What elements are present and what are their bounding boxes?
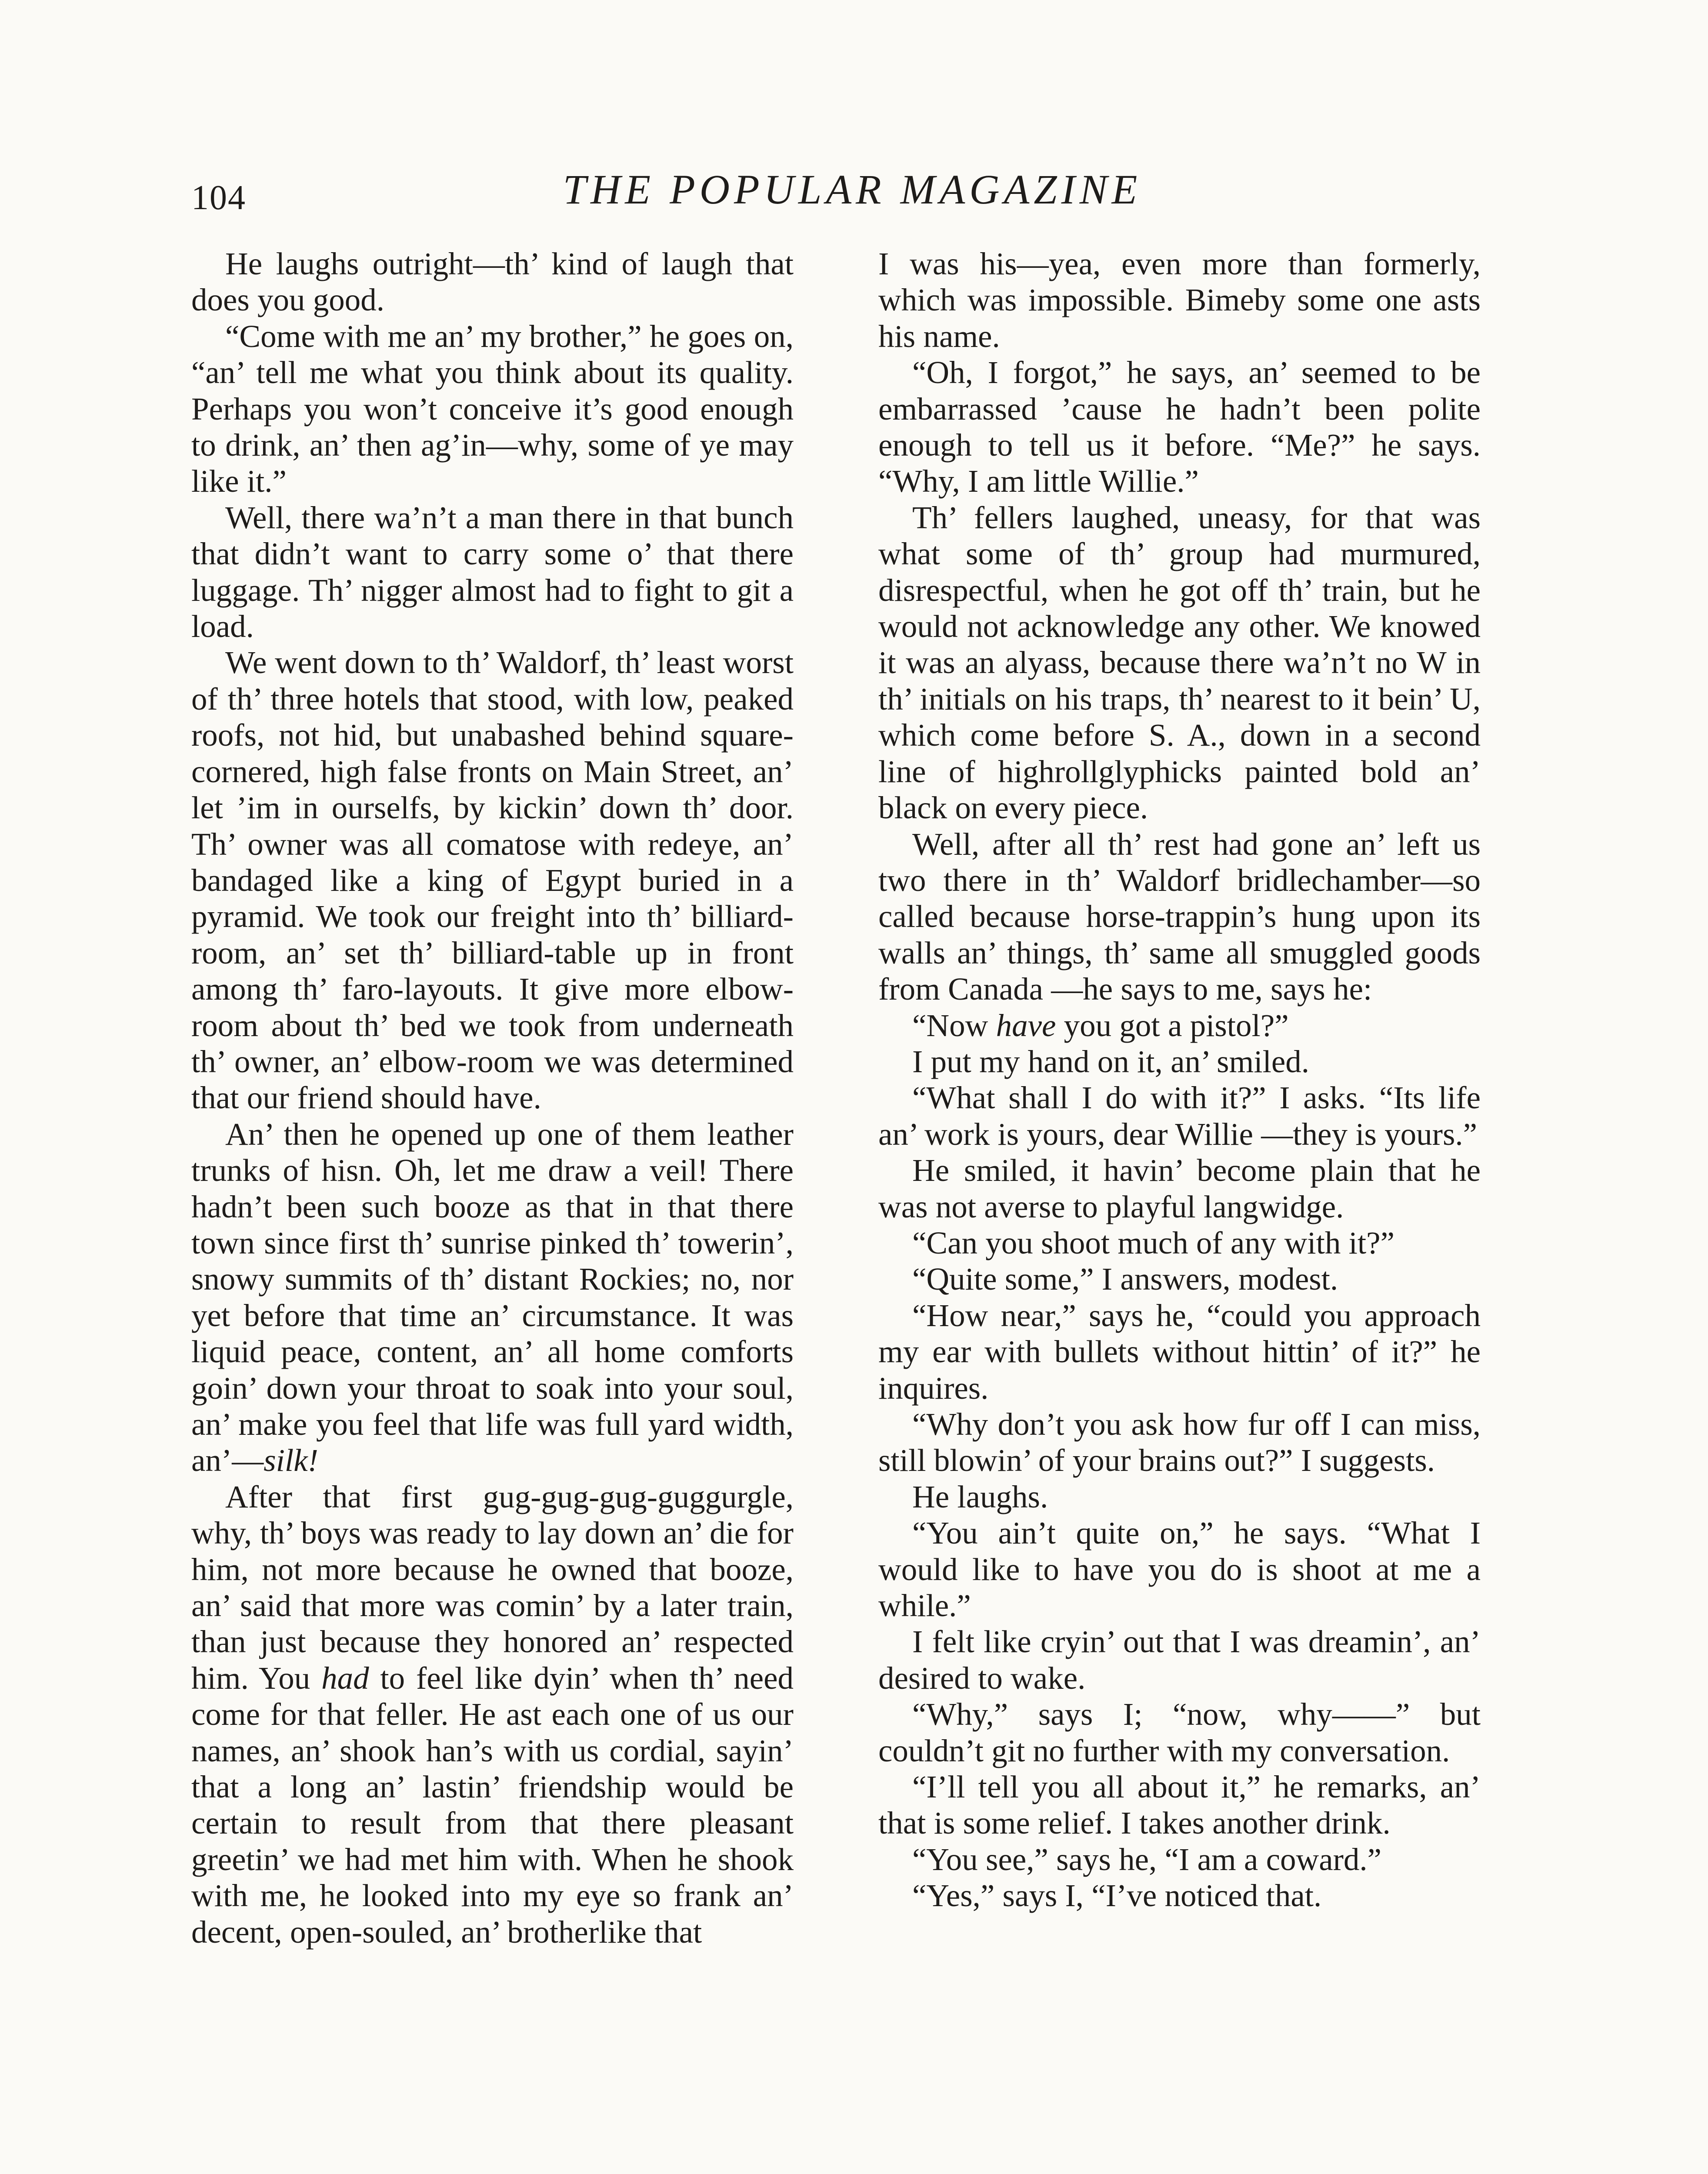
paragraph — [191, 318, 794, 500]
italic-text-run: had — [321, 1660, 369, 1696]
paragraph — [878, 246, 1481, 354]
text-run: “Yes,” says I, “I’ve noticed that. — [912, 1878, 1322, 1914]
paragraph — [878, 1044, 1481, 1080]
paragraph — [878, 1877, 1481, 1914]
page-number: 104 — [191, 179, 246, 217]
left-text-column — [191, 246, 794, 1950]
paragraph — [878, 1261, 1481, 1297]
italic-text-run: have — [996, 1007, 1056, 1043]
paragraph — [191, 1116, 794, 1479]
paragraph — [878, 1406, 1481, 1479]
text-run: “Come with me an’ my brother,” he goes on, “an’ tell me what you think about its quality. Perhaps you won’t conceive it’s good enough to drink, an’ then ag’in—why, some of ye may like it.” — [191, 318, 794, 499]
paragraph — [191, 644, 794, 1116]
text-run: After that first gug-gug-gug-guggurgle, why, th’ boys was ready to lay down an’ die for him, not more because he owned that booze, an’ said that more was comin’ by a later train, than just because they honored an’ respected him. You — [191, 1479, 794, 1696]
paragraph — [878, 826, 1481, 1007]
text-run: “Oh, I forgot,” he says, an’ seemed to be embarrassed ’cause he hadn’t been polite enough to tell us it before. “Me?” he says. “Why, I am little Willie.” — [878, 355, 1481, 499]
italic-text-run: silk! — [264, 1443, 318, 1478]
text-run: “I’ll tell you all about it,” he remarks, an’ that is some relief. I takes another drink. — [878, 1769, 1481, 1841]
paragraph — [878, 1007, 1481, 1044]
text-run: “Can you shoot much of any with it?” — [912, 1225, 1394, 1260]
text-run: “Why don’t you ask how fur off I can miss, still blowin’ of your brains out?” I suggests. — [878, 1407, 1481, 1478]
text-run: He smiled, it havin’ become plain that he was not averse to playful langwidge. — [878, 1153, 1481, 1224]
paragraph — [191, 500, 794, 645]
text-run: He laughs. — [912, 1479, 1048, 1514]
text-run: “Now — [912, 1007, 996, 1043]
paragraph — [878, 1152, 1481, 1225]
paragraph — [878, 1479, 1481, 1515]
paragraph — [878, 1841, 1481, 1877]
paragraph — [878, 1769, 1481, 1841]
text-run: “You ain’t quite on,” he says. “What I would like to have you do is shoot at me a while.” — [878, 1515, 1481, 1624]
text-run: “How near,” says he, “could you approach my ear with bullets without hittin’ of it?” he inquires. — [878, 1297, 1481, 1406]
paragraph — [878, 1080, 1481, 1152]
text-run: We went down to th’ Waldorf, th’ least worst of th’ three hotels that stood, with low, peaked roofs, not hid, but unabashed behind square-cornered, high false fronts on Main Street, an’ let ’im in ourselfs, by kickin’ down th’ door. Th’ owner was all comatose with redeye, an’ bandaged like a king of Egypt buried in a pyramid. We took our freight into th’ billiard-room, an’ set th’ billiard-table up in front among th’ faro-layouts. It give more elbowroom about th’ bed we took from underneath th’ owner, an’ elbow-room we was determined that our friend should have. — [191, 645, 794, 1116]
paragraph — [878, 1696, 1481, 1769]
text-run: you got a pistol?” — [1056, 1007, 1289, 1043]
text-run: Well, after all th’ rest had gone an’ left us two there in th’ Waldorf bridlechamber—so called because horse-trappin’s hung upon its walls an’ things, th’ same all smuggled goods from Canada —he says to me, says he: — [878, 826, 1481, 1007]
paragraph — [878, 1515, 1481, 1624]
text-run: “You see,” says he, “I am a coward.” — [912, 1841, 1382, 1877]
paragraph — [878, 354, 1481, 500]
text-run: Well, there wa’n’t a man there in that bunch that didn’t want to carry some o’ that there luggage. Th’ nigger almost had to fight to git a load. — [191, 500, 794, 644]
running-title: THE POPULAR MAGAZINE — [563, 166, 1142, 213]
paragraph — [878, 1225, 1481, 1261]
text-run: “What shall I do with it?” I asks. “Its life an’ work is yours, dear Willie —they is yours.” — [878, 1080, 1481, 1152]
paragraph — [191, 246, 794, 318]
text-run: I was his—yea, even more than formerly, which was impossible. Bimeby some one asts his name. — [878, 246, 1481, 354]
text-run: I put my hand on it, an’ smiled. — [912, 1044, 1310, 1079]
text-run: “Why,” says I; “now, why——” but couldn’t git no further with my conversation. — [878, 1697, 1481, 1768]
text-run: Th’ fellers laughed, uneasy, for that was what some of th’ group had murmured, disrespectful, when he got off th’ train, but he would not acknowledge any other. We knowed it was an alyass, because there wa’n’t no W in th’ initials on his traps, th’ nearest to it bein’ U, which come before S. A., down in a second line of highrollglyphicks painted bold an’ black on every piece. — [878, 500, 1481, 826]
text-run: An’ then he opened up one of them leather trunks of hisn. Oh, let me draw a veil! There hadn’t been such booze as that in that there town since first th’ sunrise pinked th’ towerin’, snowy summits of th’ distant Rockies; no, nor yet before that time an’ circumstance. It was liquid peace, content, an’ all home comforts goin’ down your throat to soak into your soul, an’ make you feel that life was full yard width, an’— — [191, 1116, 794, 1478]
paragraph — [191, 1479, 794, 1950]
text-run: to feel like dyin’ when th’ need come for that feller. He ast each one of us our names, an’ shook han’s with us cordial, sayin’ that a long an’ lastin’ friendship would be certain to result from that there pleasant greetin’ we had met him with. When he shook with me, he looked into my eye so frank an’ decent, open-souled, an’ brotherlike that — [191, 1660, 794, 1950]
paragraph — [878, 1297, 1481, 1406]
right-text-column — [878, 246, 1481, 1914]
text-run: He laughs outright—th’ kind of laugh that does you good. — [191, 246, 794, 318]
paragraph — [878, 500, 1481, 826]
paragraph — [878, 1624, 1481, 1696]
text-run: I felt like cryin’ out that I was dreamin’, an’ desired to wake. — [878, 1624, 1481, 1696]
text-run: “Quite some,” I answers, modest. — [912, 1261, 1338, 1297]
page-header — [191, 165, 1513, 230]
